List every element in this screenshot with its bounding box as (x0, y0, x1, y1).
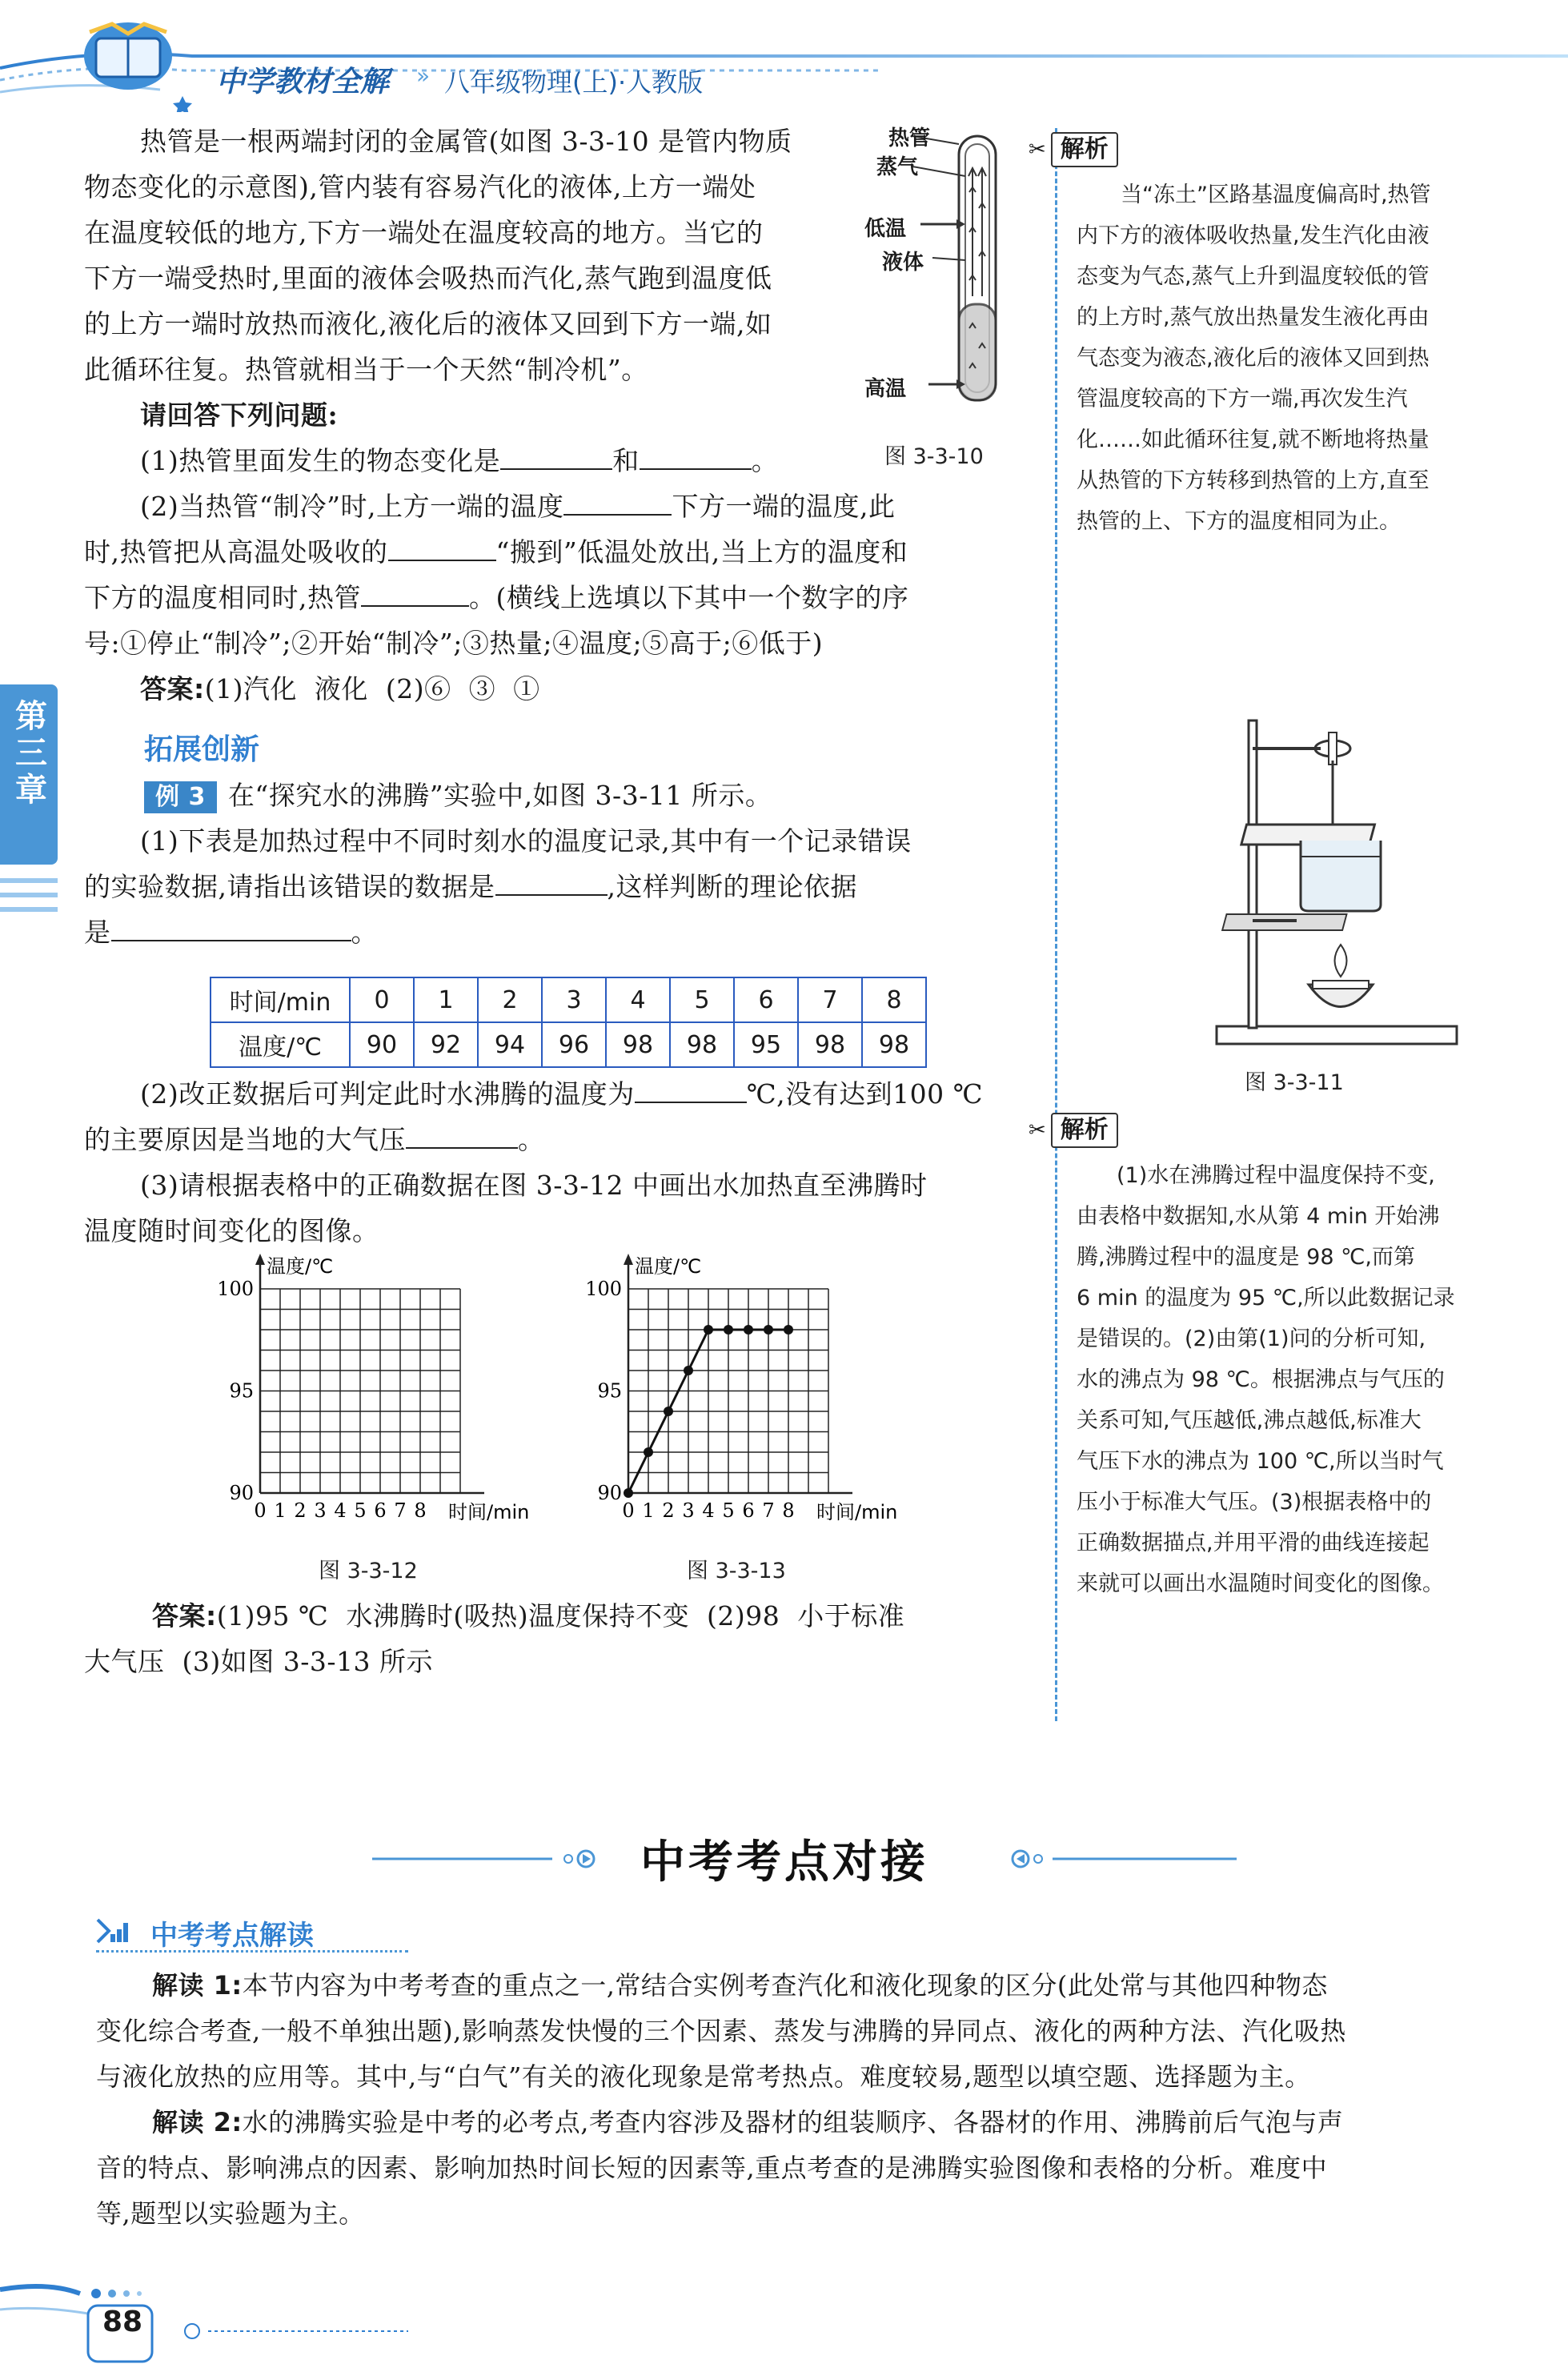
heatpipe-section (84, 118, 908, 712)
figure-3-3-10 (864, 120, 1057, 456)
analysis-line: 压小于标准大气压。(3)根据表格中的 (1077, 1490, 1432, 1515)
analysis-line: 从热管的下方转移到热管的上方,直至 (1077, 468, 1430, 493)
example-badge: 例 3 (144, 781, 217, 813)
q2-text: “搬到”低温处放出,当上方的温度和 (495, 536, 908, 568)
analysis-line: 的上方时,蒸气放出热量发生液化再由 (1077, 305, 1430, 330)
heatpipe-q2-line1 (84, 484, 908, 529)
data-point (784, 1325, 793, 1334)
ext-q1-blank-2[interactable] (111, 916, 351, 941)
analysis-2-text (1077, 1155, 1455, 1604)
time-cell: 2 (478, 977, 542, 1022)
time-cell: 0 (350, 977, 414, 1022)
answer-label: 答案: (140, 673, 205, 704)
exam-subtitle: 中考考点解读 (150, 1920, 314, 1952)
reading-1-line2: 变化综合考查,一般不单独出题),影响蒸发快慢的三个因素、蒸发与沸腾的异同点、液化的两种方法、汽化吸热 (96, 2016, 1346, 2046)
ext-q1-text: 的实验数据,请指出该错误的数据是 (84, 871, 495, 902)
q1-blank-2[interactable] (640, 444, 752, 470)
extension-answer (84, 1593, 904, 1684)
analysis-line: 6 min 的温度为 95 ℃,所以此数据记录 (1077, 1286, 1455, 1310)
y-tick-label: 100 (217, 1278, 254, 1300)
x-tick-label: 1 (642, 1499, 655, 1522)
chart-3-3-12-caption: 图 3-3-12 (319, 1559, 418, 1583)
book-logo-icon (84, 22, 172, 90)
heatpipe-prompt: 请回答下列问题: (140, 399, 339, 431)
heatpipe-q2-line2 (84, 529, 908, 575)
temp-cell: 96 (542, 1022, 606, 1067)
x-tick-label: 3 (682, 1499, 695, 1522)
reading-2-line2: 音的特点、影响沸点的因素、影响加热时间长短的因素等,重点考查的是沸腾实验图像和表格的分析。难度中 (96, 2153, 1328, 2183)
page-header (0, 0, 1568, 112)
analysis-line: 由表格中数据知,水从第 4 min 开始沸 (1077, 1204, 1440, 1229)
ext-q2-line2 (84, 1117, 983, 1162)
data-point (744, 1325, 753, 1334)
analysis-line: 气压下水的沸点为 100 ℃,所以当时气 (1077, 1449, 1444, 1474)
heatpipe-para-line: 在温度较低的地方,下方一端处在温度较高的地方。当它的 (84, 217, 764, 248)
analysis-line: 管温度较高的下方一端,再次发生汽 (1077, 387, 1408, 411)
data-point (644, 1447, 653, 1457)
table-header-time: 时间/min (211, 977, 350, 1022)
exam-banner-title: 中考考点对接 (640, 1836, 928, 1888)
ext-q2-text: (2)改正数据后可判定此时水沸腾的温度为 (140, 1078, 635, 1110)
temp-cell: 94 (478, 1022, 542, 1067)
y-axis-arrow-icon (624, 1254, 633, 1265)
label-liquid: 液体 (882, 251, 924, 275)
ext-q2-text: ℃,没有达到100 ℃ (746, 1078, 984, 1110)
analysis-tag-label: 解析 (1051, 1113, 1118, 1148)
heatpipe-para-line: 热管是一根两端封闭的金属管(如图 3-3-10 是管内物质 (140, 126, 792, 157)
reading-1-line1 (96, 1963, 1346, 2009)
exam-subtitle-underline (96, 1950, 408, 1953)
y-tick-label: 95 (229, 1379, 254, 1403)
analysis-line: 是错误的。(2)由第(1)问的分析可知, (1077, 1326, 1426, 1351)
extension-title: 拓展创新 (144, 733, 260, 766)
analysis-1-text (1077, 175, 1431, 542)
temp-cell: 90 (350, 1022, 414, 1067)
example-line (60, 773, 772, 818)
y-tick-label: 90 (229, 1482, 254, 1504)
answer-text: (1)汽化 液化 (2)⑥ ③ ① (204, 673, 540, 704)
q2-blank-2[interactable] (388, 536, 496, 561)
reading-2-line3: 等,题型以实验题为主。 (96, 2198, 365, 2229)
heatpipe-q1 (84, 438, 908, 484)
heatpipe-para-line: 物态变化的示意图),管内装有容易汽化的液体,上方一端处 (84, 171, 756, 203)
extension-questions (84, 818, 912, 955)
time-cell: 6 (734, 977, 798, 1022)
time-cell: 7 (798, 977, 862, 1022)
heatpipe-para-line: 下方一端受热时,里面的液体会吸热而汽化,蒸气跑到温度低 (84, 263, 772, 294)
q1-blank-1[interactable] (500, 444, 612, 470)
chart-3-3-13 (572, 1249, 948, 1545)
ext-answer-line2: 大气压 (3)如图 3-3-13 所示 (84, 1646, 433, 1677)
q1-text: (1)热管里面发生的物态变化是 (140, 445, 501, 476)
analysis-line: 内下方的液体吸收热量,发生汽化由液 (1077, 223, 1430, 248)
reading-2-line1 (96, 2100, 1346, 2145)
ext-q1-text: ,这样判断的理论依据 (607, 871, 857, 902)
heatpipe-answer (84, 666, 908, 712)
x-tick-label: 7 (762, 1499, 775, 1522)
x-tick-label: 8 (414, 1499, 427, 1522)
q2-blank-3[interactable] (361, 581, 469, 607)
header-chevron-icon: » (416, 62, 431, 89)
y-tick-label: 95 (597, 1379, 622, 1403)
page-number: 88 (102, 2306, 143, 2338)
ext-q1-text: 是 (84, 917, 111, 948)
x-tick-label: 2 (294, 1499, 307, 1522)
grid (628, 1289, 828, 1493)
ext-answer-line1 (84, 1593, 904, 1639)
exam-readings (96, 1963, 1346, 2237)
q1-text-end: 。 (751, 445, 779, 476)
temperature-table (210, 977, 927, 1068)
ext-q1-text: 。 (351, 917, 378, 948)
analysis-line: 腾,沸腾过程中的温度是 98 ℃,而第 (1077, 1245, 1416, 1270)
time-cell: 3 (542, 977, 606, 1022)
reading-1-line3: 与液化放热的应用等。其中,与“白气”有关的液化现象是常考热点。难度较易,题型以填空题、选择题为主。 (96, 2061, 1311, 2092)
x-tick-label: 0 (254, 1499, 267, 1522)
figure-3-3-10-caption: 图 3-3-10 (884, 444, 984, 469)
heatpipe-q2-line3 (84, 575, 908, 620)
y-tick-label: 100 (585, 1278, 622, 1300)
table-row (211, 977, 926, 1022)
ext-q1-line3 (84, 909, 912, 955)
table-row (211, 1022, 926, 1067)
analysis-line: 化……如此循环往复,就不断地将热量 (1077, 427, 1430, 452)
x-tick-label: 0 (622, 1499, 635, 1522)
x-tick-label: 5 (354, 1499, 367, 1522)
header-subject: 八年级物理(上)·人教版 (444, 67, 704, 98)
analysis-line: 热管的上、下方的温度相同为止。 (1077, 509, 1401, 534)
data-point (684, 1366, 693, 1375)
x-tick-label: 2 (662, 1499, 675, 1522)
reading-2-text: 水的沸腾实验是中考的必考点,考查内容涉及器材的组装顺序、各器材的作用、沸腾前后气泡与声 (242, 2107, 1344, 2137)
chart-3-3-12 (204, 1249, 580, 1545)
q2-text: 时,热管把从高温处吸收的 (84, 536, 388, 568)
label-vapor: 蒸气 (876, 155, 919, 179)
analysis-line: 态变为气态,蒸气上升到温度较低的管 (1077, 264, 1430, 289)
chapter-tab (0, 684, 58, 865)
extension-section (144, 773, 772, 818)
y-axis-label: 温度/℃ (267, 1255, 334, 1278)
time-cell: 1 (414, 977, 478, 1022)
heatpipe-para-line: 此循环往复。热管就相当于一个天然“制冷机”。 (84, 354, 648, 385)
reading-2-label: 解读 2: (152, 2107, 243, 2137)
x-tick-label: 5 (722, 1499, 735, 1522)
header-book-title: 中学教材全解 (216, 66, 390, 98)
time-cell: 5 (670, 977, 734, 1022)
analysis-line: 来就可以画出水温随时间变化的图像。 (1077, 1571, 1444, 1596)
x-axis-label: 时间/min (448, 1501, 530, 1523)
chart-3-3-13-caption: 图 3-3-13 (687, 1559, 786, 1583)
x-axis-label: 时间/min (816, 1501, 898, 1523)
extension-questions-2 (84, 1071, 983, 1254)
boiling-apparatus-diagram (1201, 712, 1473, 1049)
data-point (724, 1325, 733, 1334)
ext-q2-text: 的主要原因是当地的大气压 (84, 1124, 406, 1155)
x-tick-label: 3 (314, 1499, 327, 1522)
x-tick-label: 4 (334, 1499, 347, 1522)
ext-q1-line2 (84, 864, 912, 909)
q1-text-and: 和 (612, 445, 640, 476)
ext-q1-line1: (1)下表是加热过程中不同时刻水的温度记录,其中有一个记录错误 (140, 825, 912, 857)
scissors-icon: ✂ (1029, 138, 1046, 162)
temp-cell: 98 (670, 1022, 734, 1067)
q2-text: 下方的温度相同时,热管 (84, 582, 361, 613)
x-tick-label: 1 (274, 1499, 287, 1522)
ext-q2-blank-2[interactable] (406, 1123, 518, 1149)
scissors-icon: ✂ (1029, 1118, 1046, 1142)
y-axis-arrow-icon (255, 1254, 265, 1265)
analysis-tag-label: 解析 (1051, 132, 1118, 167)
analysis-line: 水的沸点为 98 ℃。根据沸点与气压的 (1077, 1367, 1445, 1392)
time-cell: 4 (606, 977, 670, 1022)
grid (260, 1289, 460, 1493)
chapter-tab-label: 第三章 (10, 699, 47, 809)
temp-cell: 95 (734, 1022, 798, 1067)
time-cell: 8 (862, 977, 926, 1022)
data-point (624, 1488, 633, 1498)
label-high-temp: 高温 (864, 377, 907, 401)
ext-q3-line2: 温度随时间变化的图像。 (84, 1215, 379, 1246)
heatpipe-para-line: 的上方一端时放热而液化,液化后的液体又回到下方一端,如 (84, 308, 772, 339)
analysis-tag-1 (1029, 132, 1118, 167)
x-tick-label: 6 (374, 1499, 387, 1522)
temp-cell: 98 (606, 1022, 670, 1067)
q2-blank-1[interactable] (563, 490, 672, 516)
chapter-tab-stripes (0, 873, 58, 929)
analysis-line: 关系可知,气压越低,沸点越低,标准大 (1077, 1408, 1422, 1433)
answer-text: (1)95 ℃ 水沸腾时(吸热)温度保持不变 (2)98 小于标准 (216, 1600, 905, 1631)
analysis-line: 气态变为液态,液化后的液体又回到热 (1077, 346, 1430, 371)
ext-q2-blank-1[interactable] (635, 1078, 747, 1103)
ext-q3-line1: (3)请根据表格中的正确数据在图 3-3-12 中画出水加热直至沸腾时 (140, 1170, 928, 1201)
analysis-line: 正确数据描点,并用平滑的曲线连接起 (1077, 1531, 1430, 1555)
ext-q2-line1 (84, 1071, 983, 1117)
table-header-temp: 温度/℃ (211, 1022, 350, 1067)
reading-1-label: 解读 1: (152, 1970, 243, 2001)
page-footer-decoration (0, 2274, 480, 2380)
reading-icon (94, 1915, 130, 1947)
data-point (704, 1325, 713, 1334)
temp-cell: 98 (862, 1022, 926, 1067)
heatpipe-q2-line4: 号:①停止“制冷”;②开始“制冷”;③热量;④温度;⑤高于;⑥低于) (84, 628, 824, 659)
example-text: 在“探究水的沸腾”实验中,如图 3-3-11 所示。 (227, 780, 772, 811)
y-axis-label: 温度/℃ (635, 1255, 702, 1278)
answer-label: 答案: (152, 1600, 217, 1631)
x-tick-label: 7 (394, 1499, 407, 1522)
x-tick-label: 4 (702, 1499, 715, 1522)
ext-q1-blank-1[interactable] (495, 870, 608, 896)
x-tick-label: 8 (782, 1499, 795, 1522)
q2-text: 。(横线上选填以下其中一个数字的序 (469, 582, 909, 613)
label-low-temp: 低温 (864, 217, 907, 241)
y-tick-label: 90 (597, 1482, 622, 1504)
temp-cell: 98 (798, 1022, 862, 1067)
reading-1-text: 本节内容为中考考查的重点之一,常结合实例考查汽化和液化现象的区分(此处常与其他四种物态 (242, 1970, 1328, 2001)
data-point (664, 1407, 673, 1416)
figure-3-3-11-caption: 图 3-3-11 (1245, 1070, 1344, 1095)
temp-cell: 92 (414, 1022, 478, 1067)
q2-text: (2)当热管“制冷”时,上方一端的温度 (140, 491, 564, 522)
analysis-line: (1)水在沸腾过程中温度保持不变, (1117, 1163, 1435, 1188)
ext-q2-text: 。 (518, 1124, 545, 1155)
analysis-line: 当“冻土”区路基温度偏高时,热管 (1121, 183, 1431, 207)
x-tick-label: 6 (742, 1499, 755, 1522)
label-heatpipe: 热管 (888, 126, 931, 151)
data-point (764, 1325, 773, 1334)
analysis-tag-2 (1029, 1113, 1118, 1148)
q2-text: 下方一端的温度,此 (672, 491, 896, 522)
